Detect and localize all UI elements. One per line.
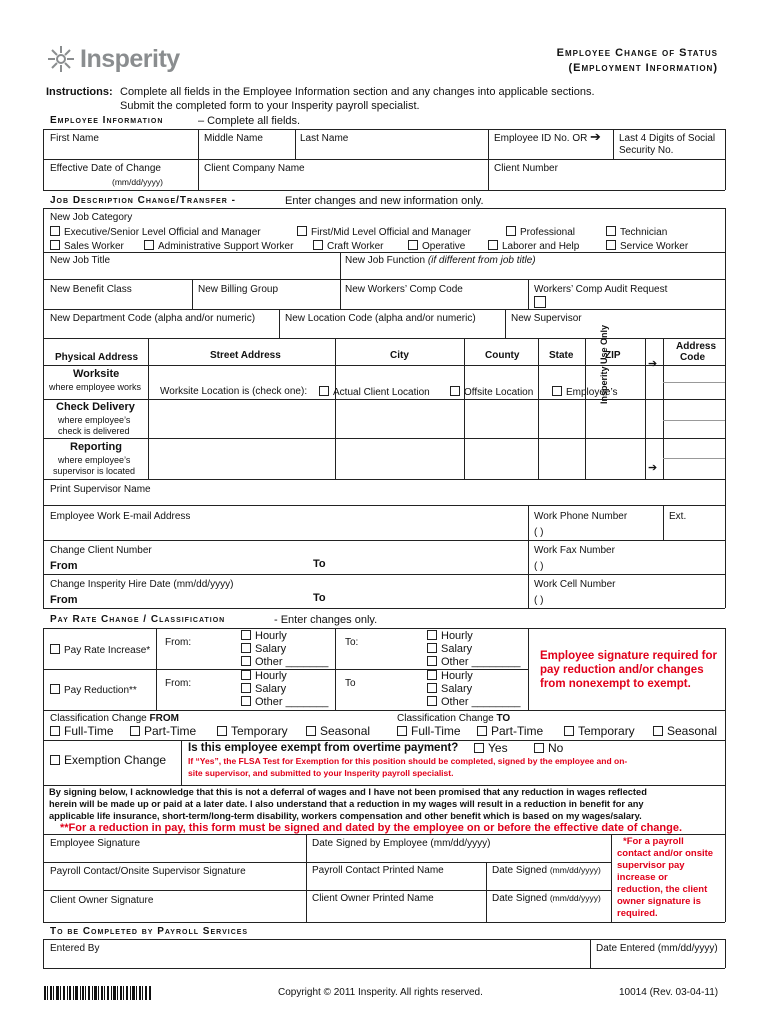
middle-name-field[interactable]: Middle Name <box>204 133 263 144</box>
checkbox-other-to[interactable]: Other ________ <box>427 656 521 669</box>
checkbox-operative[interactable]: Operative <box>408 240 465 253</box>
flsa-note-line1: If “Yes”, the FLSA Test for Exemption for this position should be completed, signed by the employee and on- <box>188 756 628 766</box>
checkbox-full-time-from[interactable]: Full-Time <box>50 725 114 739</box>
checkbox-hourly-to[interactable]: Hourly <box>427 630 473 643</box>
arrow-right-icon: ➔ <box>648 462 658 474</box>
effective-date-format: (mm/dd/yyyy) <box>112 177 163 187</box>
employee-info-note: – Complete all fields. <box>198 115 301 127</box>
new-billing-group-field[interactable]: New Billing Group <box>198 284 279 295</box>
job-heading: Job Description Change/Transfer - <box>50 195 236 206</box>
checkbox-hourly-to-2[interactable]: Hourly <box>427 670 473 683</box>
pay-to-label: To: <box>345 637 359 648</box>
classification-from-label: Classification Change FROM <box>50 713 179 724</box>
checkbox-laborer[interactable]: Laborer and Help <box>488 240 579 253</box>
employee-id-field[interactable]: Employee ID No. OR <box>494 133 588 144</box>
last-name-field[interactable]: Last Name <box>300 133 349 144</box>
side-note-2: contact and/or onsite <box>617 848 714 859</box>
checkbox-admin[interactable]: Administrative Support Worker <box>144 240 293 253</box>
worksite-sub: where employee works <box>49 382 142 392</box>
checkbox-salary-to-2[interactable]: Salary <box>427 683 472 696</box>
work-email-field[interactable]: Employee Work E-mail Address <box>50 511 191 522</box>
ack-line3: applicable life insurance, short-term/long-term disability, workers compensation and other benefit which is based on my wages/salary. <box>49 811 642 821</box>
checkbox-other-from-2[interactable]: Other _______ <box>241 696 328 709</box>
insperity-use-only-label: Insperity Use Only <box>599 324 609 404</box>
checkbox-seasonal-to[interactable]: Seasonal <box>653 725 717 739</box>
classification-to-label: Classification Change TO <box>397 713 511 724</box>
workers-comp-audit-checkbox[interactable] <box>534 296 546 308</box>
side-note-1: *For a payroll <box>623 836 684 847</box>
work-phone-field[interactable]: Work Phone Number <box>534 511 628 522</box>
zip-header: ZIP <box>605 350 621 361</box>
checkbox-seasonal-from[interactable]: Seasonal <box>306 725 370 739</box>
checkbox-exempt-yes[interactable]: Yes <box>474 742 508 756</box>
new-location-code-field[interactable]: New Location Code (alpha and/or numeric) <box>285 313 476 324</box>
checkbox-pay-reduction[interactable]: Pay Reduction** <box>50 684 137 697</box>
exempt-question: Is this employee exempt from overtime payment? <box>188 742 459 754</box>
county-header: County <box>485 350 520 361</box>
checkbox-hourly-from[interactable]: Hourly <box>241 630 287 643</box>
checkbox-hourly-from-2[interactable]: Hourly <box>241 670 287 683</box>
pay-heading-note: - Enter changes only. <box>274 614 378 626</box>
check-delivery-sub1: where employee’s <box>58 415 131 425</box>
payroll-services-heading: To be Completed by Payroll Services <box>50 926 249 937</box>
new-job-function-field[interactable]: New Job Function (if different from job title) <box>345 255 536 266</box>
arrow-right-icon: ➔ <box>590 129 601 144</box>
checkbox-exemption-change[interactable]: Exemption Change <box>50 754 166 768</box>
pay-heading: Pay Rate Change / Classification <box>50 614 226 625</box>
checkbox-salary-to[interactable]: Salary <box>427 643 472 656</box>
checkbox-full-time-to[interactable]: Full-Time <box>397 725 461 739</box>
work-cell-field[interactable]: Work Cell Number <box>534 579 616 590</box>
side-note-4: increase or <box>617 872 668 883</box>
side-note-6: owner signature is <box>617 896 701 907</box>
checkbox-firstmid[interactable]: First/Mid Level Official and Manager <box>297 226 471 239</box>
change-hire-date-field[interactable]: Change Insperity Hire Date (mm/dd/yyyy) <box>50 579 234 590</box>
city-header: City <box>390 350 409 361</box>
payroll-contact-signature-field[interactable]: Payroll Contact/Onsite Supervisor Signature <box>50 866 246 877</box>
new-dept-code-field[interactable]: New Department Code (alpha and/or numeric) <box>50 313 256 324</box>
checkbox-other-from[interactable]: Other _______ <box>241 656 328 669</box>
arrow-right-icon: ➔ <box>648 358 658 370</box>
new-benefit-class-field[interactable]: New Benefit Class <box>50 284 132 295</box>
checkbox-service[interactable]: Service Worker <box>606 240 688 253</box>
pay-from-label-2: From: <box>165 678 192 689</box>
checkbox-actual-client[interactable]: Actual Client Location <box>319 386 430 399</box>
checkbox-other-to-2[interactable]: Other ________ <box>427 696 521 709</box>
to-label: To <box>313 558 326 570</box>
cell-paren: ( ) <box>534 595 544 606</box>
print-supervisor-field[interactable]: Print Supervisor Name <box>50 484 151 495</box>
ssn-field-line2: Security No. <box>619 145 674 156</box>
barcode-icon <box>44 986 152 1000</box>
instructions-line1: Complete all fields in the Employee Information section and any changes into applicable sections. <box>120 86 595 98</box>
instructions-line2: Submit the completed form to your Insperity payroll specialist. <box>120 100 420 112</box>
reporting-sub1: where employee’s <box>58 455 131 465</box>
checkbox-part-time-to[interactable]: Part-Time <box>477 725 543 739</box>
checkbox-professional[interactable]: Professional <box>506 226 575 239</box>
job-heading-note: Enter changes and new information only. <box>285 195 484 207</box>
workers-comp-audit-label: Workers’ Comp Audit Request <box>534 284 668 295</box>
client-owner-name-field[interactable]: Client Owner Printed Name <box>312 893 434 904</box>
date-signed-payroll-field[interactable]: Date Signed (mm/dd/yyyy) <box>492 865 601 876</box>
effective-date-field[interactable]: Effective Date of Change <box>50 163 161 174</box>
first-name-field[interactable]: First Name <box>50 133 99 144</box>
employee-info-heading: Employee Information <box>50 115 164 126</box>
form-subtitle: (Employment Information) <box>568 62 718 74</box>
ext-field[interactable]: Ext. <box>669 511 687 522</box>
address-code-header2: Code <box>680 352 705 363</box>
instructions-label: Instructions: <box>46 86 113 98</box>
date-signed-employee-field[interactable]: Date Signed by Employee (mm/dd/yyyy) <box>312 838 491 849</box>
checkbox-exec[interactable]: Executive/Senior Level Official and Manager <box>50 226 261 239</box>
checkbox-temporary-to[interactable]: Temporary <box>564 725 635 739</box>
insperity-logo <box>46 44 186 78</box>
copyright: Copyright © 2011 Insperity. All rights reserved. <box>278 987 483 998</box>
client-owner-signature-field[interactable]: Client Owner Signature <box>50 895 154 906</box>
pay-to-label-2: To <box>345 678 356 689</box>
checkbox-technician[interactable]: Technician <box>606 226 667 239</box>
pay-warning-line2: pay reduction and/or changes <box>540 664 704 676</box>
checkbox-craft[interactable]: Craft Worker <box>313 240 384 253</box>
entered-by-field[interactable]: Entered By <box>50 943 100 954</box>
checkbox-part-time-from[interactable]: Part-Time <box>130 725 196 739</box>
new-job-title-field[interactable]: New Job Title <box>50 255 111 266</box>
form-number: 10014 (Rev. 03-04-11) <box>619 987 719 998</box>
side-note-3: supervisor pay <box>617 860 685 871</box>
street-address-header: Street Address <box>210 350 281 361</box>
worksite-label: Worksite <box>73 368 120 380</box>
reporting-sub2: supervisor is located <box>53 466 136 476</box>
payroll-contact-name-field[interactable]: Payroll Contact Printed Name <box>312 865 444 876</box>
ack-line1: By signing below, I acknowledge that this is not a deferral of wages and I have not been promised that any reduction in wages reflected <box>49 787 647 797</box>
physical-address-header: Physical Address <box>55 352 139 363</box>
check-delivery-sub2: check is delivered <box>58 426 130 436</box>
pay-warning-line3: from nonexempt to exempt. <box>540 678 691 690</box>
side-note-5: reduction, the client <box>617 884 708 895</box>
client-number-field[interactable]: Client Number <box>494 163 558 174</box>
from-label: From <box>50 560 78 572</box>
worksite-location-label: Worksite Location is (check one): <box>160 386 308 397</box>
fax-paren: ( ) <box>534 561 544 572</box>
form-title: Employee Change of Status <box>556 47 718 59</box>
checkbox-pay-rate-increase[interactable]: Pay Rate Increase* <box>50 644 150 657</box>
address-code-header: Address <box>676 341 717 352</box>
checkbox-salary-from-2[interactable]: Salary <box>241 683 286 696</box>
logo-wordmark: Insperity <box>80 45 180 73</box>
check-delivery-label: Check Delivery <box>56 401 135 413</box>
change-client-number-field[interactable]: Change Client Number <box>50 545 152 556</box>
checkbox-employees[interactable]: Employee’s <box>552 386 618 399</box>
checkbox-exempt-no[interactable]: No <box>534 742 563 756</box>
reporting-label: Reporting <box>70 441 122 453</box>
checkbox-offsite[interactable]: Offsite Location <box>450 386 533 399</box>
ack-line2: herein will be made up or paid at a later date. I also understand that a reduction in my wages will result in a reduction in benefit for any <box>49 799 644 809</box>
logo-mark-icon <box>46 44 76 74</box>
client-company-field[interactable]: Client Company Name <box>204 163 305 174</box>
new-workers-comp-field[interactable]: New Workers’ Comp Code <box>345 284 463 295</box>
date-signed-owner-field[interactable]: Date Signed (mm/dd/yyyy) <box>492 893 601 904</box>
phone-paren: ( ) <box>534 527 544 538</box>
from-label-2: From <box>50 594 78 606</box>
checkbox-temporary-from[interactable]: Temporary <box>217 725 288 739</box>
work-fax-field[interactable]: Work Fax Number <box>534 545 615 556</box>
pay-warning-line1: Employee signature required for <box>540 650 718 662</box>
checkbox-salary-from[interactable]: Salary <box>241 643 286 656</box>
pay-from-label: From: <box>165 637 192 648</box>
flsa-note-line2: site supervisor, and submitted to your Insperity payroll specialist. <box>188 768 454 778</box>
side-note-7: required. <box>617 908 658 919</box>
state-header: State <box>549 350 574 361</box>
employee-signature-field[interactable]: Employee Signature <box>50 838 141 849</box>
ssn-field[interactable]: Last 4 Digits of Social <box>619 133 716 144</box>
new-supervisor-field[interactable]: New Supervisor <box>511 313 582 324</box>
date-entered-field[interactable]: Date Entered (mm/dd/yyyy) <box>596 943 718 954</box>
new-job-category-label: New Job Category <box>50 212 133 223</box>
to-label-2: To <box>313 592 326 604</box>
checkbox-sales[interactable]: Sales Worker <box>50 240 124 253</box>
ack-line4: **For a reduction in pay, this form must be signed and dated by the employee on or before the effective date of change. <box>60 822 683 834</box>
